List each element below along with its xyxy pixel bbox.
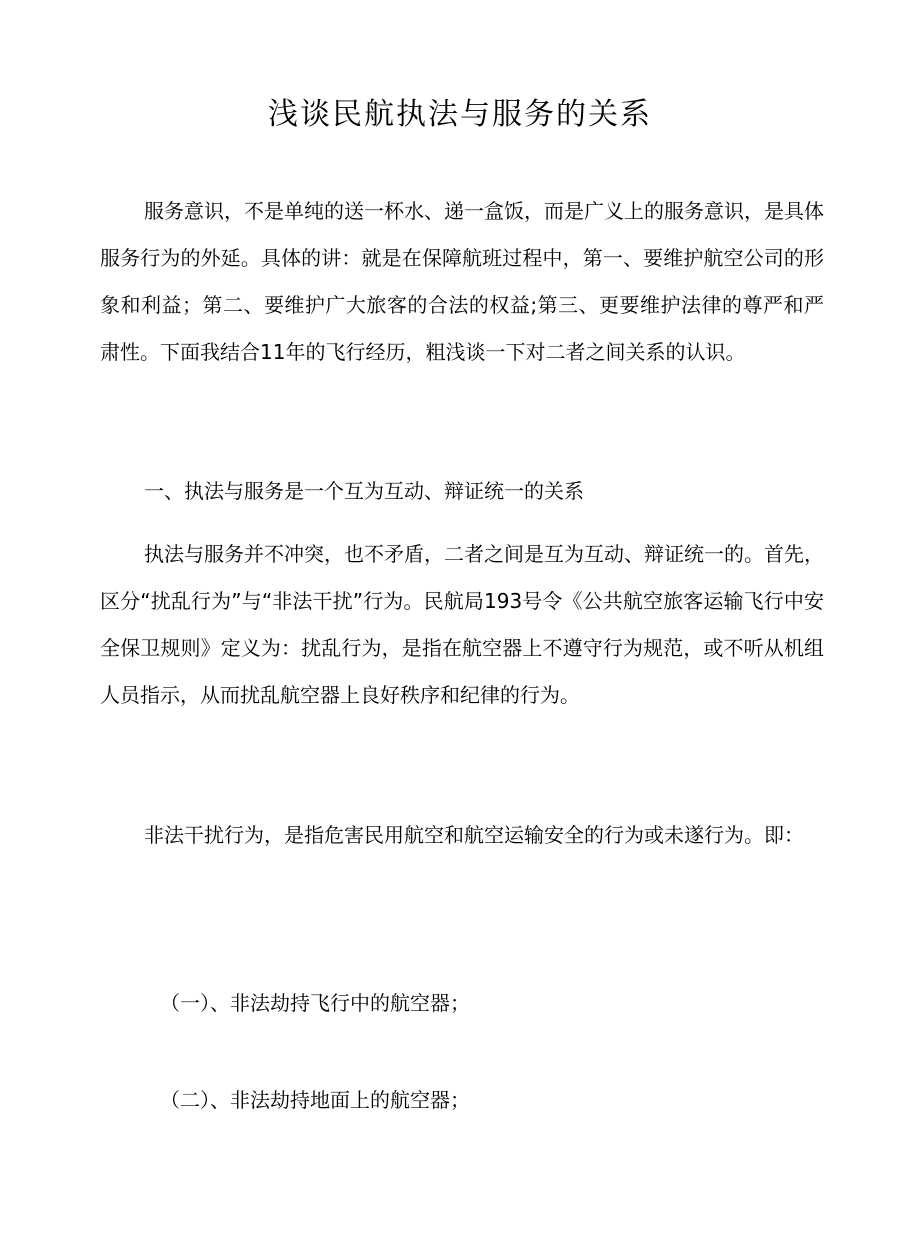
paragraph-service-awareness: 服务意识，不是单纯的送一杯水、递一盒饭，而是广义上的服务意识，是具体服务行为的外延。具体的讲：就是在保障航班过程中，第一、要维护航空公司的形象和利益；第二、要维护广大旅客的合法的权益;第三、更要维护法律的尊严和严肃性。下面我结合11年的飞行经历，粗浅谈一下对二者之间关系的认识。 (100, 199, 824, 364)
list-item: （一）、非法劫持飞行中的航空器； (160, 991, 470, 1015)
paragraph-illegal-interference: 非法干扰行为，是指危害民用航空和航空运输安全的行为或未遂行为。即： (144, 823, 804, 847)
paragraph-law-enforcement-and-service: 执法与服务并不冲突，也不矛盾，二者之间是互为互动、辩证统一的。首先，区分“扰乱行为”与“非法干扰”行为。民航局193号令《公共航空旅客运输飞行中安全保卫规则》定义为：扰乱行为，是指在航空器上不遵守行为规范，或不听从机组人员指示，从而扰乱航空器上良好秩序和纪律的行为。 (100, 542, 824, 707)
section-heading-1: 一、执法与服务是一个互为互动、辩证统一的关系 (144, 479, 584, 503)
list-item: （二）、非法劫持地面上的航空器； (160, 1088, 470, 1112)
document-title: 浅谈民航执法与服务的关系 (268, 97, 652, 132)
